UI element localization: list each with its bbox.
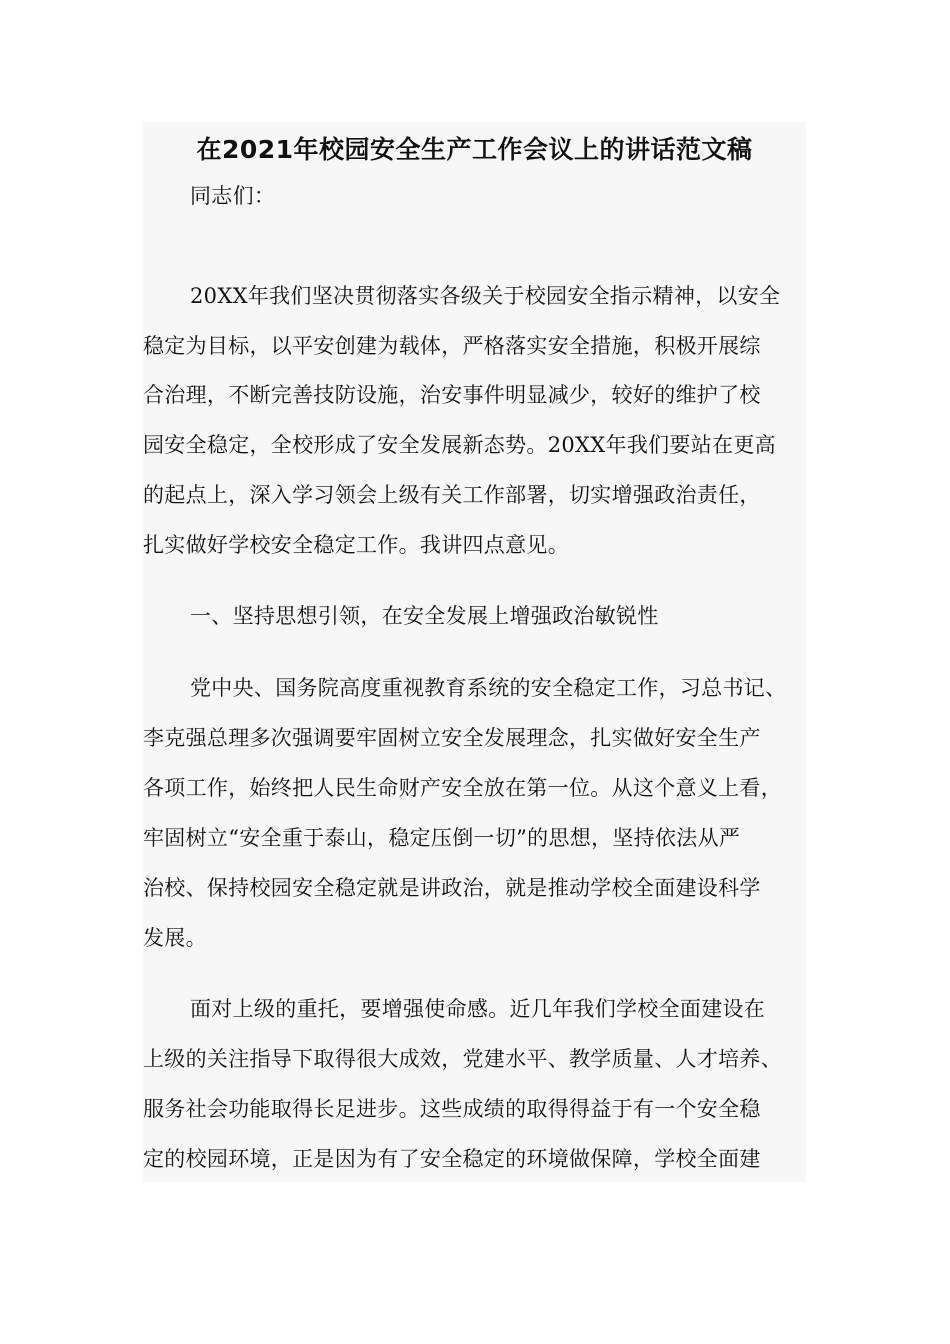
paragraph-3-line-4: 定的校园环境，正是因为有了安全稳定的环境做保障，学校全面建 xyxy=(143,1147,761,1171)
paragraph-3-line-1: 面对上级的重托，要增强使命感。近几年我们学校全面建设在 xyxy=(190,997,766,1021)
paragraph-1-line-4: 园安全稳定，全校形成了安全发展新态势。20XX年我们要站在更高 xyxy=(143,433,776,457)
document-title: 在2021年校园安全生产工作会议上的讲话范文稿 xyxy=(196,135,753,164)
paragraph-1-line-6: 扎实做好学校安全稳定工作。我讲四点意见。 xyxy=(143,533,569,557)
paragraph-2-line-1: 党中央、国务院高度重视教育系统的安全稳定工作，习总书记、 xyxy=(190,676,787,700)
paragraph-2-line-2: 李克强总理多次强调要牢固树立安全发展理念，扎实做好安全生产 xyxy=(143,726,761,750)
paragraph-2-line-3: 各项工作，始终把人民生命财产安全放在第一位。从这个意义上看， xyxy=(143,776,782,800)
paragraph-2-line-6: 发展。 xyxy=(143,926,207,950)
paragraph-1-line-2: 稳定为目标，以平安创建为载体，严格落实安全措施，积极开展综 xyxy=(143,334,761,358)
paragraph-1-line-5: 的起点上，深入学习领会上级有关工作部署，切实增强政治责任， xyxy=(143,483,761,507)
paragraph-3-line-2: 上级的关注指导下取得很大成效，党建水平、教学质量、人才培养、 xyxy=(143,1047,782,1071)
paragraph-1-line-1: 20XX年我们坚决贯彻落实各级关于校园安全指示精神，以安全 xyxy=(190,284,781,308)
section-heading-1: 一、坚持思想引领，在安全发展上增强政治敏锐性 xyxy=(190,604,659,628)
paragraph-2-line-4: 牢固树立“安全重于泰山，稳定压倒一切”的思想，坚持依法从严 xyxy=(143,826,741,850)
paragraph-2-line-5: 治校、保持校园安全稳定就是讲政治，就是推动学校全面建设科学 xyxy=(143,876,761,900)
paragraph-1-line-3: 合治理，不断完善技防设施，治安事件明显减少，较好的维护了校 xyxy=(143,383,761,407)
greeting: 同志们： xyxy=(190,184,276,208)
paragraph-3-line-3: 服务社会功能取得长足进步。这些成绩的取得得益于有一个安全稳 xyxy=(143,1097,761,1121)
